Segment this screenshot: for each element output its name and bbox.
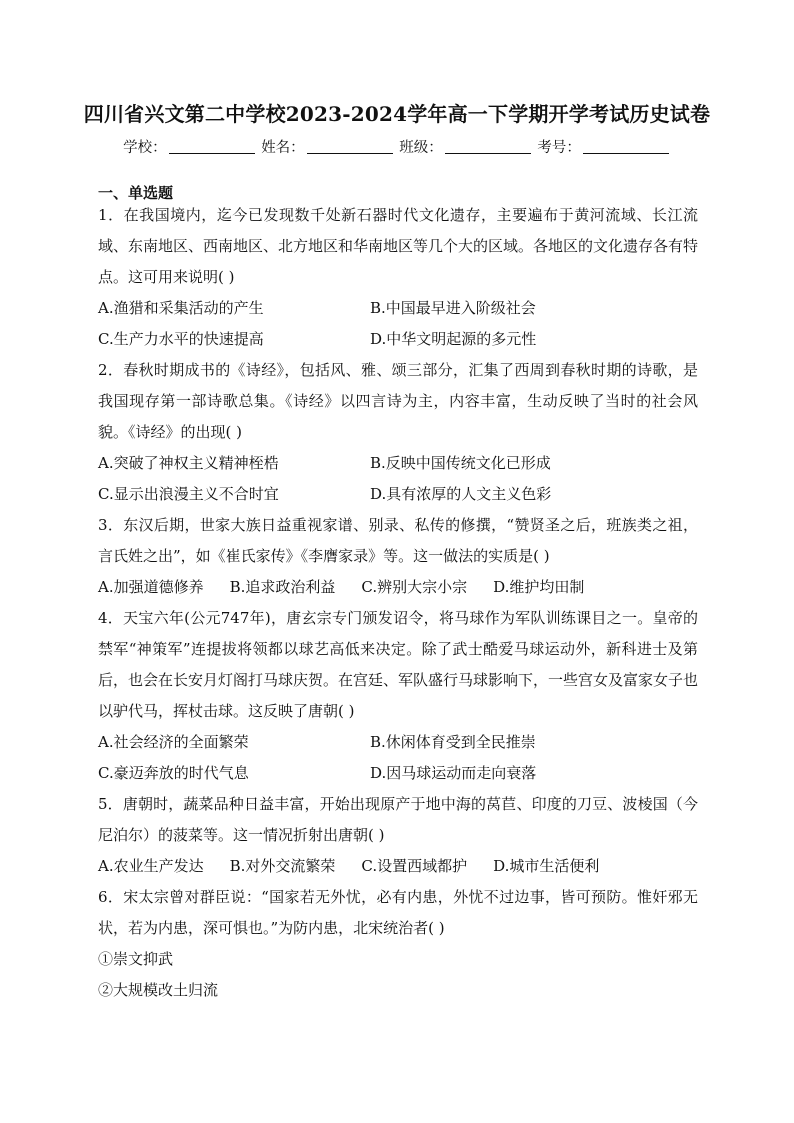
page-title: 四川省兴文第二中学校2023-2024学年高一下学期开学考试历史试卷: [83, 102, 711, 126]
option-d: D.中华文明起源的多元性: [370, 330, 537, 348]
option-b: B.对外交流繁荣: [229, 857, 336, 875]
option-row: [98, 448, 698, 479]
option-a: A.农业生产发达: [98, 857, 204, 875]
question-5: [98, 789, 698, 882]
option-d: D.因马球运动而走向衰落: [370, 764, 537, 782]
option-b: B.追求政治利益: [229, 578, 336, 596]
class-label: 班级：: [399, 140, 443, 156]
question-stem: 6．宋太宗曾对群臣说：“国家若无外忧，必有内患，外忧不过边事，皆可预防。惟奸邪无状，若为内患，深可惧也。”为防内患，北宋统治者( ): [98, 888, 698, 937]
option-row: [98, 293, 698, 324]
option-a: A.社会经济的全面繁荣: [98, 733, 249, 751]
class-blank: [445, 139, 531, 154]
option-b: B.休闲体育受到全民推崇: [370, 733, 536, 751]
option-row: [98, 572, 698, 603]
question-4: [98, 603, 698, 789]
question-6: [98, 882, 698, 1006]
option-a: A.加强道德修养: [98, 578, 204, 596]
question-stem: 3．东汉后期，世家大族日益重视家谱、别录、私传的修撰，“赞贤圣之后，班族类之祖，言氏姓之出”，如《崔氏家传》《李膺家录》等。这一做法的实质是( ): [98, 516, 698, 565]
option-c: C.辨别大宗小宗: [361, 578, 468, 596]
name-blank: [307, 139, 393, 154]
school-blank: [169, 139, 255, 154]
option-d: D.维护均田制: [493, 578, 585, 596]
exam-number-blank: [583, 139, 669, 154]
section-heading: 一、单选题: [98, 184, 174, 202]
option-c: C.设置西域都护: [361, 857, 468, 875]
option-b: B.反映中国传统文化已形成: [370, 454, 551, 472]
statement-item-2: ②大规模改土归流: [98, 981, 219, 999]
option-d: D.具有浓厚的人文主义色彩: [370, 485, 552, 503]
option-row: [98, 727, 698, 758]
option-a: A.突破了神权主义精神桎梏: [98, 454, 279, 472]
question-1: [98, 200, 698, 355]
option-c: C.显示出浪漫主义不合时宜: [98, 485, 279, 503]
question-2: [98, 355, 698, 510]
question-stem: 2．春秋时期成书的《诗经》，包括风、雅、颂三部分，汇集了西周到春秋时期的诗歌，是我国现存第一部诗歌总集。《诗经》以四言诗为主，内容丰富，生动反映了当时的社会风貌。《诗经》的出现( ): [98, 361, 698, 441]
option-a: A.渔猎和采集活动的产生: [98, 299, 264, 317]
question-list: [98, 200, 698, 1006]
option-d: D.城市生活便利: [493, 857, 600, 875]
option-row: [98, 758, 698, 789]
option-row: [98, 851, 698, 882]
question-stem: 4．天宝六年(公元747年)，唐玄宗专门颁发诏令，将马球作为军队训练课目之一。皇帝的禁军“神策军”连提拔将领都以球艺高低来决定。除了武士酷爱马球运动外，新科进士及第后，也会在长安月灯阁打马球庆贺。在宫廷、军队盛行马球影响下，一些宫女及富家女子也以驴代马，挥杖击球。这反映了唐朝( ): [98, 609, 699, 720]
student-info-line: [0, 136, 794, 157]
exam-number-label: 考号：: [537, 140, 581, 156]
question-stem: 5．唐朝时，蔬菜品种日益丰富，开始出现原产于地中海的莴苣、印度的刀豆、波棱国（今尼泊尔）的菠菜等。这一情况折射出唐朝( ): [98, 795, 698, 844]
option-c: C.豪迈奔放的时代气息: [98, 764, 249, 782]
question-stem: 1．在我国境内，迄今已发现数千处新石器时代文化遗存，主要遍布于黄河流域、长江流域、东南地区、西南地区、北方地区和华南地区等几个大的区域。各地区的文化遗存各有特点。这可用来说明( ): [98, 206, 699, 286]
school-label: 学校：: [123, 140, 167, 156]
option-c: C.生产力水平的快速提高: [98, 330, 264, 348]
statement-item-1: ①崇文抑武: [98, 950, 174, 968]
name-label: 姓名：: [261, 140, 305, 156]
option-row: [98, 324, 698, 355]
option-b: B.中国最早进入阶级社会: [370, 299, 536, 317]
question-3: [98, 510, 698, 603]
option-row: [98, 479, 698, 510]
